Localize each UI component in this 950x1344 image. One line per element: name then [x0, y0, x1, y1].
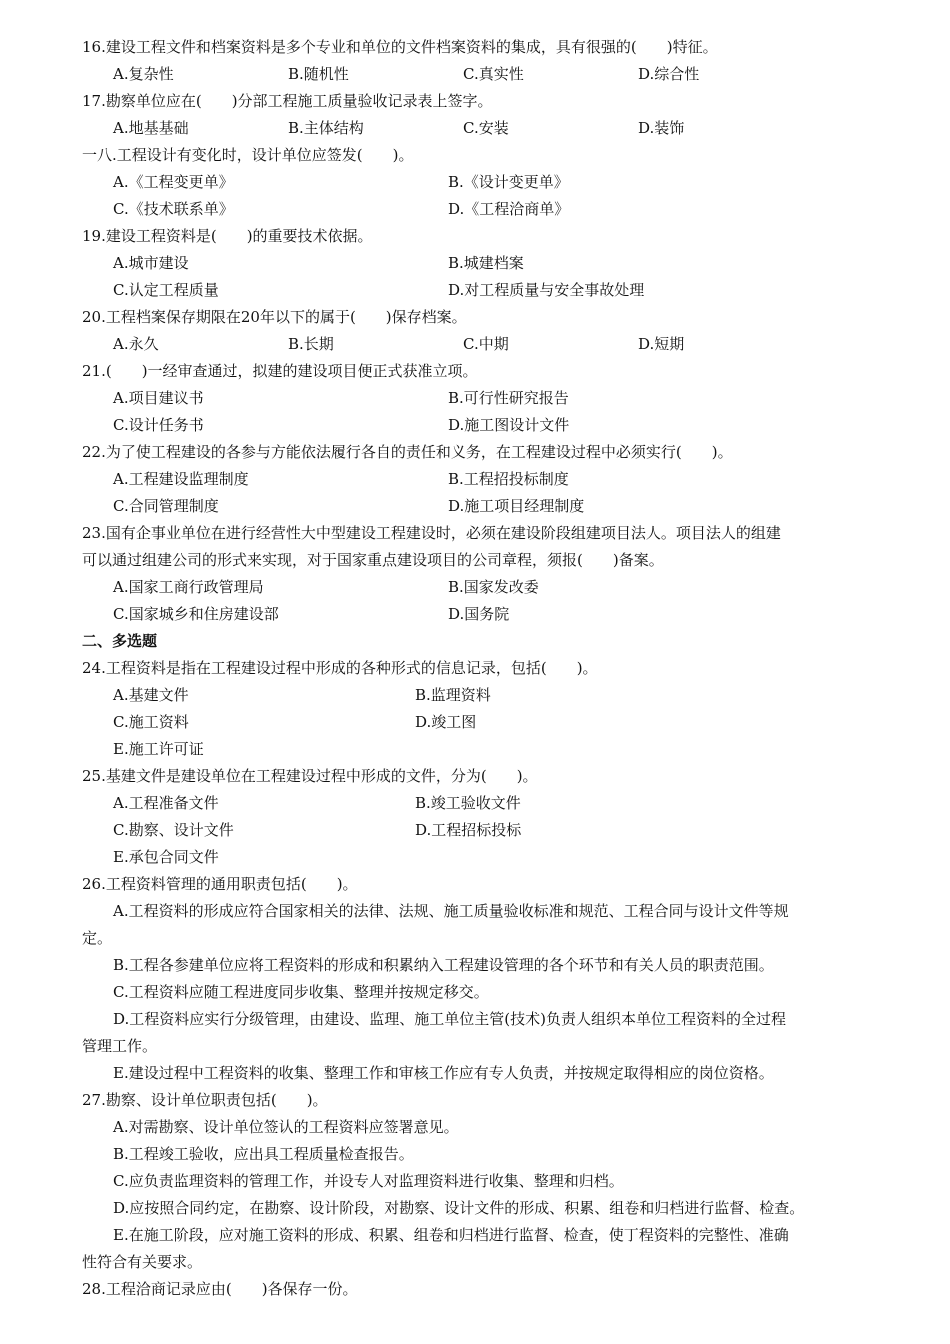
question-stem: 21.( )一经审查通过，拟建的建设项目便正式获准立项。 — [82, 362, 478, 380]
options-row — [82, 115, 890, 142]
option: A.永久 — [113, 335, 159, 353]
question-stem: 27.勘察、设计单位职责包括( )。 — [82, 1091, 328, 1109]
option: A.城市建设 — [113, 254, 189, 272]
option: C.施工资料 — [113, 713, 189, 731]
option-line: B.工程各参建单位应将工程资料的形成和积累纳入工程建设管理的各个环节和有关人员的职责范围。 — [113, 956, 774, 974]
option-line: D.应按照合同约定，在勘察、设计阶段，对勘察、设计文件的形成、积累、组卷和归档进行监督、检查。 — [113, 1199, 805, 1217]
option: A.复杂性 — [113, 65, 174, 83]
option: D.《工程洽商单》 — [448, 200, 570, 218]
options-row — [82, 844, 890, 871]
question-stem: 17.勘察单位应在( )分部工程施工质量验收记录表上签字。 — [82, 92, 493, 110]
option-line: 管理工作。 — [82, 1037, 158, 1055]
options-row — [82, 736, 890, 763]
option: C.认定工程质量 — [113, 281, 219, 299]
question-stem: 25.基建文件是建设单位在工程建设过程中形成的文件，分为( )。 — [82, 767, 538, 785]
options-row — [82, 790, 890, 817]
option: D.施工图设计文件 — [448, 416, 570, 434]
option: A.工程建设监理制度 — [113, 470, 249, 488]
options-row — [82, 682, 890, 709]
option: B.可行性研究报告 — [448, 389, 569, 407]
option: E.承包合同文件 — [113, 848, 219, 866]
option: B.随机性 — [288, 65, 349, 83]
option: C.中期 — [463, 335, 509, 353]
option: B.工程招投标制度 — [448, 470, 569, 488]
option-line: B.工程竣工验收，应出具工程质量检查报告。 — [113, 1145, 414, 1163]
options-row — [82, 817, 890, 844]
option: E.施工许可证 — [113, 740, 204, 758]
option: C.《技术联系单》 — [113, 200, 234, 218]
option: B.监理资料 — [415, 686, 491, 704]
option: A.《工程变更单》 — [113, 173, 234, 191]
option: B.城建档案 — [448, 254, 524, 272]
option-line: C.工程资料应随工程进度同步收集、整理并按规定移交。 — [113, 983, 489, 1001]
option-line: E.建设过程中工程资料的收集、整理工作和审核工作应有专人负责，并按规定取得相应的岗位资格。 — [113, 1064, 774, 1082]
question-stem: 16.建设工程文件和档案资料是多个专业和单位的文件档案资料的集成，具有很强的( )特征。 — [82, 38, 718, 56]
option: D.竣工图 — [415, 713, 477, 731]
options-row — [82, 196, 890, 223]
option-line: C.应负责监理资料的管理工作，并设专人对监理资料进行收集、整理和归档。 — [113, 1172, 624, 1190]
option-line: 性符合有关要求。 — [82, 1253, 203, 1271]
option: A.国家工商行政管理局 — [113, 578, 264, 596]
option: D.国务院 — [448, 605, 510, 623]
option: B.长期 — [288, 335, 334, 353]
option: A.地基基础 — [113, 119, 189, 137]
question-stem: 28.工程洽商记录应由( )各保存一份。 — [82, 1280, 358, 1298]
option: D.装饰 — [638, 119, 685, 137]
option: C.合同管理制度 — [113, 497, 219, 515]
option: A.工程准备文件 — [113, 794, 219, 812]
option: C.真实性 — [463, 65, 524, 83]
option: C.国家城乡和住房建设部 — [113, 605, 279, 623]
option: A.项目建议书 — [113, 389, 204, 407]
option: D.对工程质量与安全事故处理 — [448, 281, 645, 299]
option-line: 定。 — [82, 929, 113, 947]
question-stem: 22.为了使工程建设的各参与方能依法履行各自的责任和义务，在工程建设过程中必须实行( )。 — [82, 443, 733, 461]
option-line: D.工程资料应实行分级管理，由建设、监理、施工单位主管(技术)负责人组织本单位工程资料的全过程 — [113, 1010, 786, 1028]
question-stem: 一八.工程设计有变化时，设计单位应签发( )。 — [82, 146, 414, 164]
option-line: E.在施工阶段，应对施工资料的形成、积累、组卷和归档进行监督、检查，使丁程资料的完整性、准确 — [113, 1226, 789, 1244]
question-stem: 26.工程资料管理的通用职责包括( )。 — [82, 875, 358, 893]
option: B.《设计变更单》 — [448, 173, 569, 191]
option: B.竣工验收文件 — [415, 794, 521, 812]
options-row — [82, 250, 890, 277]
option: B.主体结构 — [288, 119, 364, 137]
options-row — [82, 493, 890, 520]
question-stem: 24.工程资料是指在工程建设过程中形成的各种形式的信息记录，包括( )。 — [82, 659, 598, 677]
option-line: A.工程资料的形成应符合国家相关的法律、法规、施工质量验收标准和规范、工程合同与设计文件等规 — [113, 902, 789, 920]
option: A.基建文件 — [113, 686, 189, 704]
option: D.综合性 — [638, 65, 700, 83]
options-row — [82, 331, 890, 358]
option: B.国家发改委 — [448, 578, 539, 596]
option: D.工程招标投标 — [415, 821, 522, 839]
option: D.短期 — [638, 335, 685, 353]
options-row — [82, 601, 890, 628]
options-row — [82, 574, 890, 601]
options-row — [82, 169, 890, 196]
option-line: A.对需勘察、设计单位签认的工程资料应签署意见。 — [113, 1118, 459, 1136]
question-stem: 23.国有企事业单位在进行经营性大中型建设工程建设时，必须在建设阶段组建项目法人。项目法人的组建 — [82, 524, 781, 542]
options-row — [82, 61, 890, 88]
option: C.安装 — [463, 119, 509, 137]
options-row — [82, 466, 890, 493]
option: D.施工项目经理制度 — [448, 497, 585, 515]
options-row — [82, 277, 890, 304]
options-row — [82, 709, 890, 736]
question-stem: 20.工程档案保存期限在20年以下的属于( )保存档案。 — [82, 308, 467, 326]
options-row — [82, 385, 890, 412]
option: C.勘察、设计文件 — [113, 821, 234, 839]
question-stem: 19.建设工程资料是( )的重要技术依据。 — [82, 227, 373, 245]
options-row — [82, 412, 890, 439]
option: C.设计任务书 — [113, 416, 204, 434]
question-stem: 可以通过组建公司的形式来实现，对于国家重点建设项目的公司章程，须报( )备案。 — [82, 551, 664, 569]
section-title: 二、多选题 — [82, 632, 158, 650]
